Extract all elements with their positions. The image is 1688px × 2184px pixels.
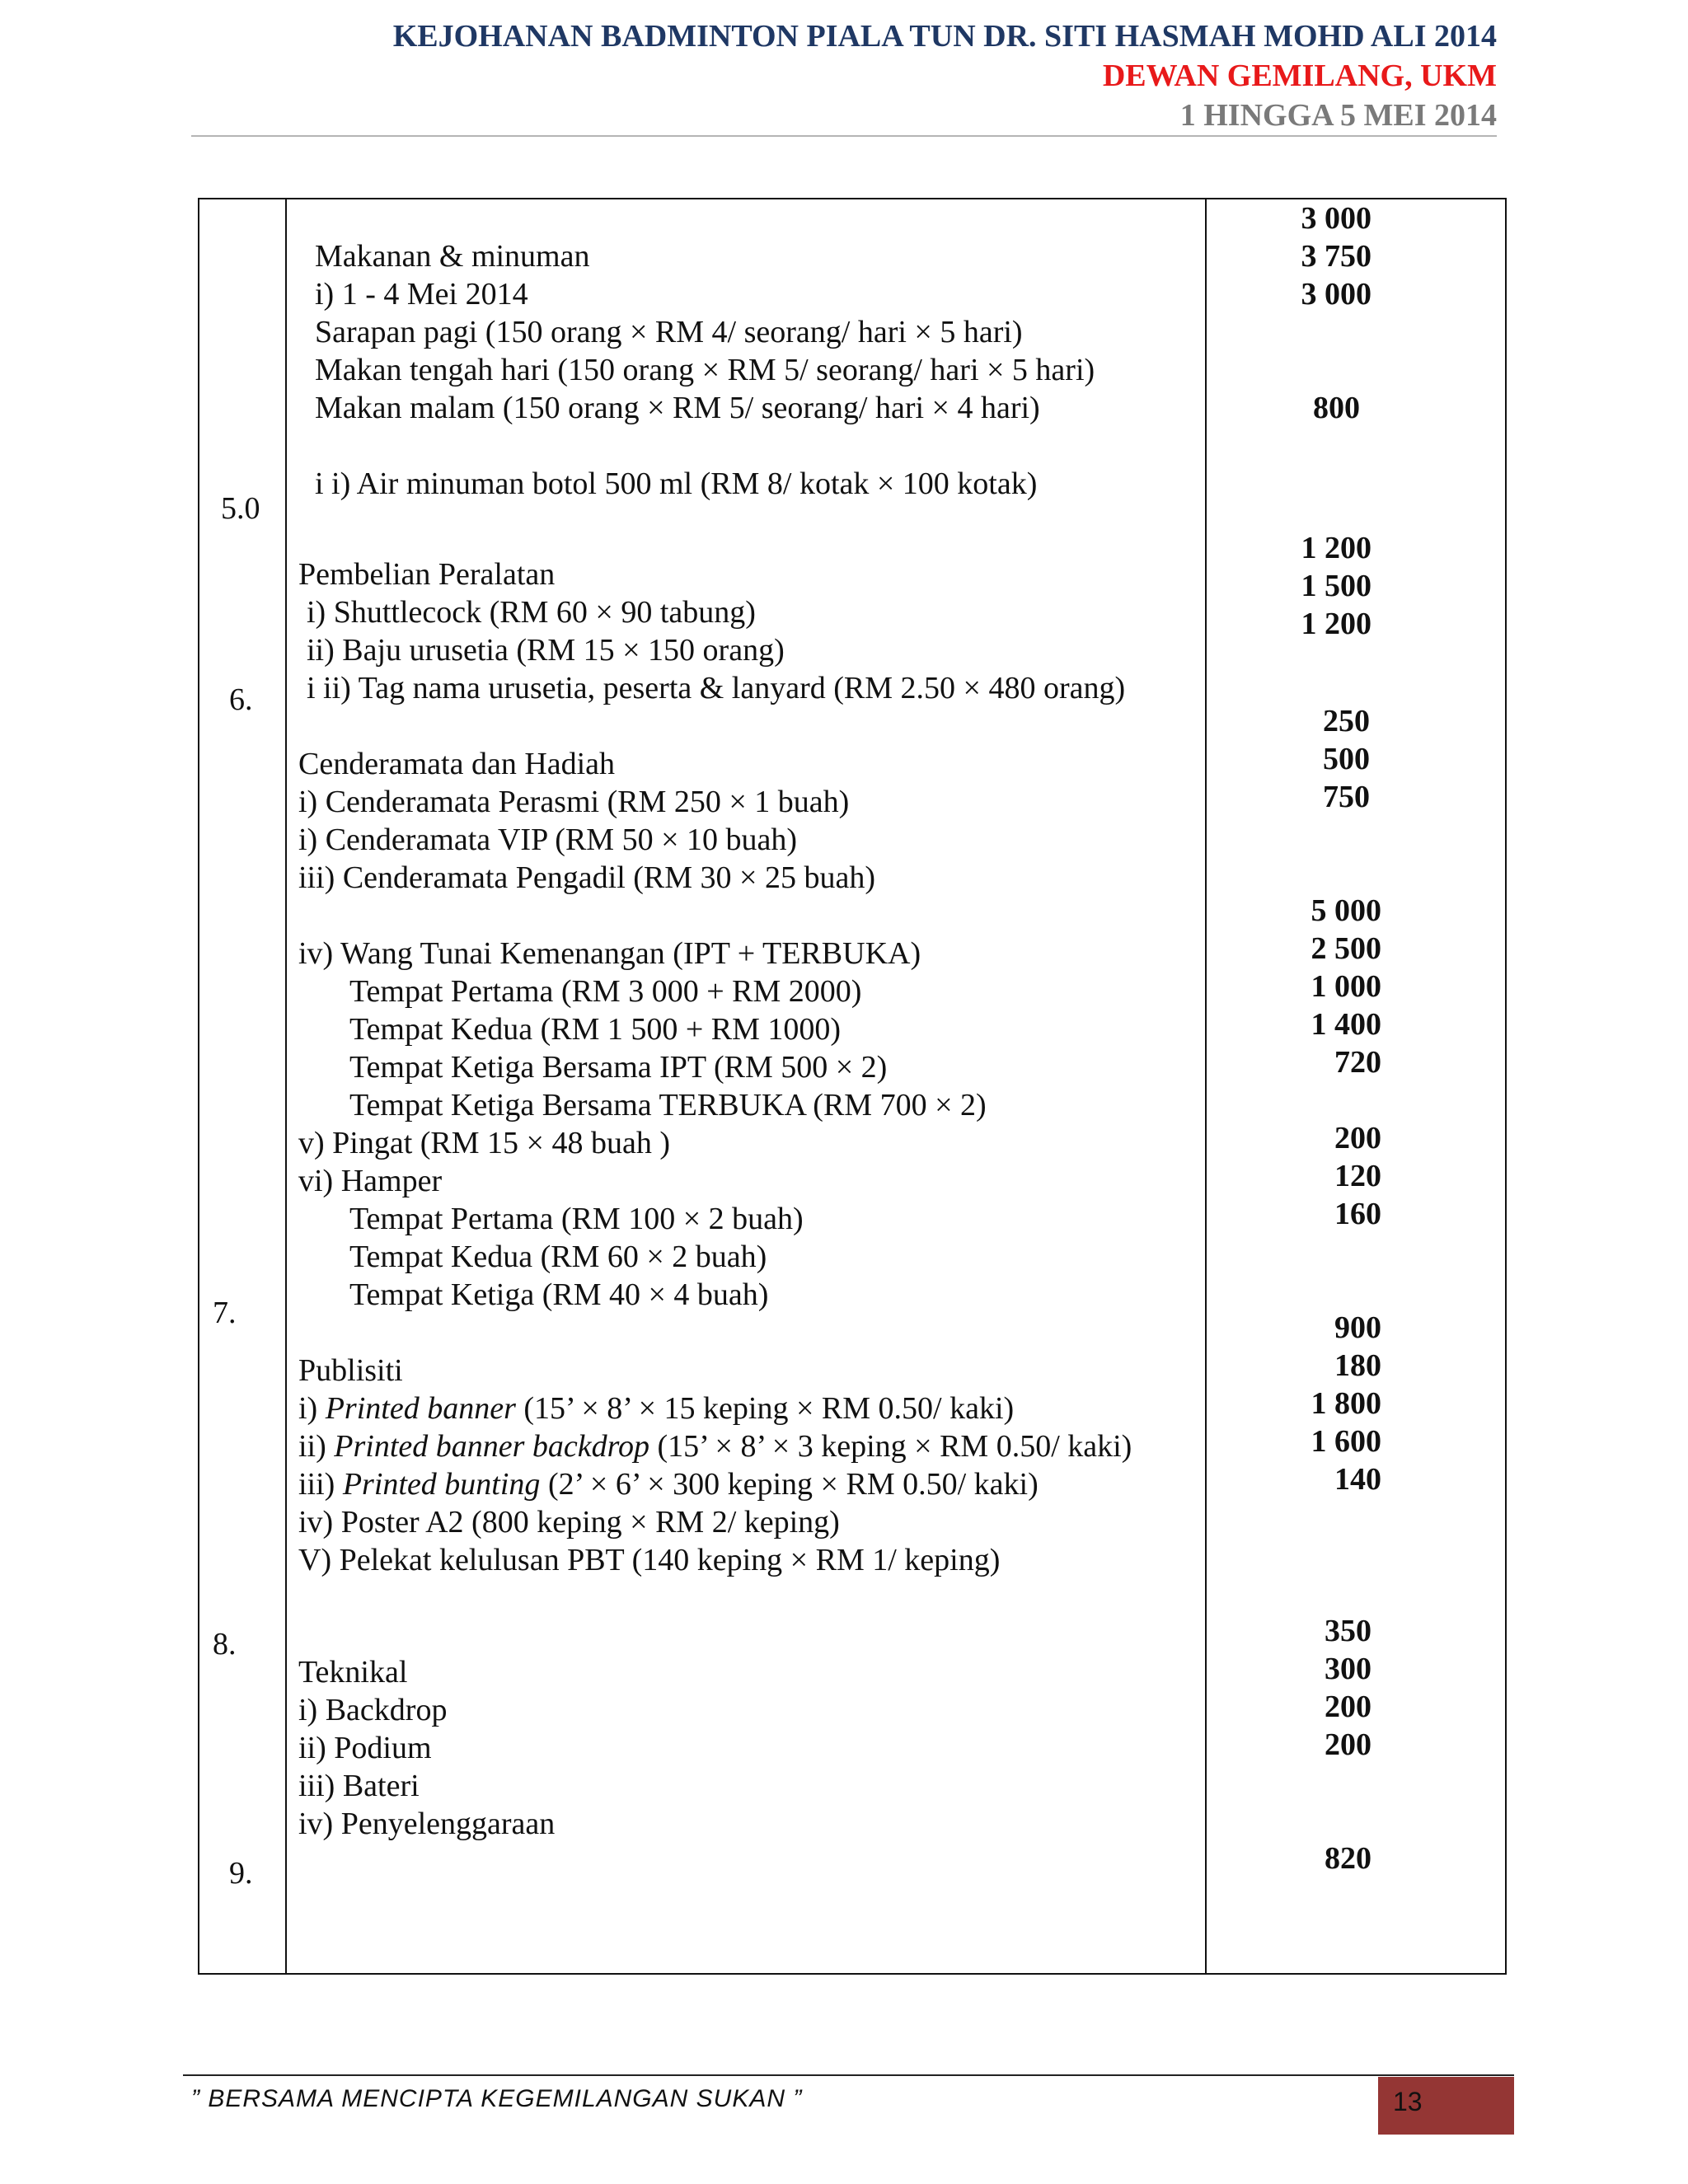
item-number: 7. bbox=[213, 1296, 237, 1330]
item-description: i i) Air minuman botol 500 ml (RM 8/ kotak × 100 kotak) bbox=[315, 466, 1038, 501]
item-description: iv) Wang Tunai Kemenangan (IPT + TERBUKA) bbox=[298, 936, 921, 971]
item-amount: 250 bbox=[1323, 704, 1370, 738]
item-amount: 140 bbox=[1334, 1462, 1381, 1497]
item-italic-term: Printed banner backdrop bbox=[334, 1429, 650, 1464]
item-amount: 720 bbox=[1334, 1045, 1381, 1080]
item-description: iv) Penyelenggaraan bbox=[298, 1807, 556, 1841]
item-amount: 1 000 bbox=[1311, 969, 1381, 1004]
item-description: Sarapan pagi (150 orang × RM 4/ seorang/ hari × 5 hari) bbox=[315, 315, 1023, 349]
column-divider-number bbox=[285, 198, 287, 1975]
item-detail: (15’ × 8’ × 15 keping × RM 0.50/ kaki) bbox=[523, 1391, 1015, 1426]
item-amount: 1 800 bbox=[1311, 1386, 1381, 1421]
item-amount: 3 000 bbox=[1301, 201, 1372, 236]
item-description bbox=[298, 1465, 1039, 1503]
item-description: v) Pingat (RM 15 × 48 buah ) bbox=[298, 1126, 671, 1160]
item-description: iv) Poster A2 (800 keping × RM 2/ keping) bbox=[298, 1505, 840, 1540]
item-amount: 160 bbox=[1334, 1197, 1381, 1231]
item-description: Tempat Kedua (RM 60 × 2 buah) bbox=[349, 1240, 767, 1274]
item-description: Publisiti bbox=[298, 1353, 403, 1388]
footer-divider bbox=[183, 2074, 1514, 2076]
item-detail: (15’ × 8’ × 3 keping × RM 0.50/ kaki) bbox=[657, 1429, 1132, 1464]
item-amount: 800 bbox=[1313, 391, 1360, 425]
item-number: 6. bbox=[229, 682, 253, 717]
item-amount: 120 bbox=[1334, 1159, 1381, 1193]
item-amount: 200 bbox=[1334, 1121, 1381, 1155]
item-amount: 1 600 bbox=[1311, 1424, 1381, 1459]
item-number: 9. bbox=[229, 1856, 253, 1891]
item-prefix: iii) bbox=[298, 1467, 335, 1502]
item-description: Tempat Kedua (RM 1 500 + RM 1000) bbox=[349, 1012, 842, 1047]
item-description: Tempat Ketiga (RM 40 × 4 buah) bbox=[349, 1277, 769, 1312]
item-description: ii) Baju urusetia (RM 15 × 150 orang) bbox=[307, 633, 785, 668]
item-description: i) Backdrop bbox=[298, 1693, 448, 1727]
item-description: Tempat Ketiga Bersama IPT (RM 500 × 2) bbox=[349, 1050, 888, 1085]
item-number: 8. bbox=[213, 1627, 237, 1661]
item-italic-term: Printed bunting bbox=[342, 1467, 541, 1502]
item-description: i) 1 - 4 Mei 2014 bbox=[315, 277, 528, 312]
item-description: Makanan & minuman bbox=[315, 239, 590, 274]
item-amount: 350 bbox=[1325, 1614, 1372, 1648]
item-description: Tempat Ketiga Bersama TERBUKA (RM 700 × 2) bbox=[349, 1088, 987, 1122]
item-amount: 1 200 bbox=[1301, 531, 1372, 565]
item-description: Cenderamata dan Hadiah bbox=[298, 747, 616, 781]
item-description: iii) Bateri bbox=[298, 1769, 420, 1803]
item-description: Pembelian Peralatan bbox=[298, 557, 556, 592]
item-description: i) Cenderamata VIP (RM 50 × 10 buah) bbox=[298, 823, 798, 857]
item-description: Tempat Pertama (RM 3 000 + RM 2000) bbox=[349, 974, 862, 1009]
document-title: KEJOHANAN BADMINTON PIALA TUN DR. SITI HASMAH MOHD ALI 2014 bbox=[392, 19, 1497, 54]
document-venue: DEWAN GEMILANG, UKM bbox=[1102, 59, 1497, 93]
item-amount: 750 bbox=[1323, 780, 1370, 814]
item-italic-term: Printed banner bbox=[325, 1391, 516, 1426]
item-description: Teknikal bbox=[298, 1655, 408, 1690]
item-amount: 900 bbox=[1334, 1310, 1381, 1345]
item-description: ii) Podium bbox=[298, 1731, 432, 1765]
item-description: i) Cenderamata Perasmi (RM 250 × 1 buah) bbox=[298, 785, 850, 819]
item-amount: 200 bbox=[1325, 1727, 1372, 1762]
item-amount: 300 bbox=[1325, 1652, 1372, 1686]
item-description: iii) Cenderamata Pengadil (RM 30 × 25 buah) bbox=[298, 860, 875, 895]
item-description: i ii) Tag nama urusetia, peserta & lanyard (RM 2.50 × 480 orang) bbox=[307, 671, 1126, 705]
header-divider bbox=[191, 135, 1497, 137]
item-amount: 1 200 bbox=[1301, 607, 1372, 641]
item-amount: 1 500 bbox=[1301, 569, 1372, 603]
footer-slogan: ” BERSAMA MENCIPTA KEGEMILANGAN SUKAN ” bbox=[191, 2085, 803, 2112]
item-amount: 3 750 bbox=[1301, 239, 1372, 274]
item-prefix: ii) bbox=[298, 1429, 326, 1464]
item-description: Makan malam (150 orang × RM 5/ seorang/ hari × 4 hari) bbox=[315, 391, 1040, 425]
item-amount: 820 bbox=[1325, 1841, 1372, 1876]
item-description: vi) Hamper bbox=[298, 1164, 443, 1198]
item-amount: 2 500 bbox=[1311, 931, 1381, 966]
item-description bbox=[298, 1390, 1014, 1427]
item-description: Tempat Pertama (RM 100 × 2 buah) bbox=[349, 1202, 804, 1236]
item-number: 5.0 bbox=[221, 491, 260, 526]
item-description: Makan tengah hari (150 orang × RM 5/ seorang/ hari × 5 hari) bbox=[315, 353, 1095, 387]
item-amount: 180 bbox=[1334, 1348, 1381, 1383]
item-prefix: i) bbox=[298, 1391, 318, 1426]
item-amount: 1 400 bbox=[1311, 1007, 1381, 1042]
item-amount: 200 bbox=[1325, 1690, 1372, 1724]
item-description bbox=[298, 1427, 1132, 1465]
item-amount: 3 000 bbox=[1301, 277, 1372, 312]
item-detail: (2’ × 6’ × 300 keping × RM 0.50/ kaki) bbox=[547, 1467, 1039, 1502]
column-divider-amount bbox=[1205, 198, 1207, 1975]
page-number: 13 bbox=[1393, 2087, 1423, 2116]
item-description: V) Pelekat kelulusan PBT (140 keping × RM 1/ keping) bbox=[298, 1543, 1001, 1577]
item-description: i) Shuttlecock (RM 60 × 90 tabung) bbox=[307, 595, 756, 630]
item-amount: 5 000 bbox=[1311, 893, 1381, 928]
document-dates: 1 HINGGA 5 MEI 2014 bbox=[1179, 98, 1497, 133]
item-amount: 500 bbox=[1323, 742, 1370, 776]
